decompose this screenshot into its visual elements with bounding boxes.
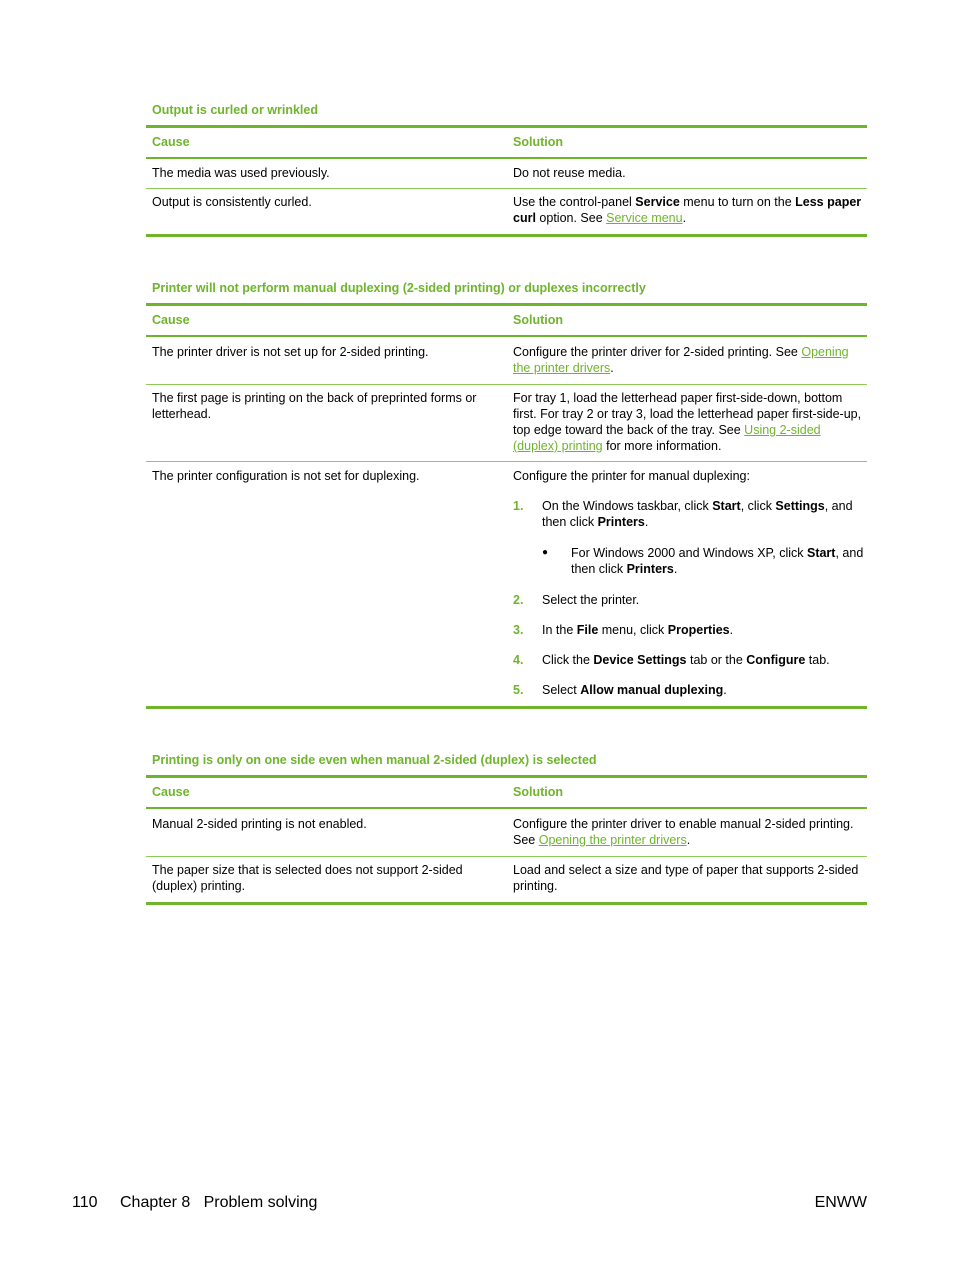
text: menu to turn on the <box>679 195 796 209</box>
solution-cell: Load and select a size and type of paper that supports 2-sided printing. <box>513 863 859 893</box>
step-number: 5. <box>513 683 524 697</box>
row-divider <box>146 461 867 462</box>
step-text <box>542 652 866 668</box>
cause-cell: The first page is printing on the back of preprinted forms or letterhead. <box>152 391 477 421</box>
cause-cell: The paper size that is selected does not support 2-sided (duplex) printing. <box>152 863 463 893</box>
text: , and then click <box>542 499 853 529</box>
text: . <box>644 515 649 529</box>
cause-cell: The printer configuration is not set for duplexing. <box>152 469 420 483</box>
step-number: 1. <box>513 499 524 513</box>
bullet-icon: ● <box>542 547 549 558</box>
text: Use the control-panel <box>513 195 636 209</box>
section-curled-output <box>146 102 867 242</box>
page-number: 110 <box>72 1194 98 1211</box>
table-top-rule <box>146 775 867 778</box>
section-title: Printer will not perform manual duplexing (2-sided printing) or duplexes incorrectly <box>152 281 646 295</box>
header-cause: Cause <box>152 785 190 799</box>
text: Select <box>542 683 581 697</box>
table-top-rule <box>146 125 867 128</box>
solution-cell: Do not reuse media. <box>513 166 626 180</box>
service-menu-link[interactable]: Service menu <box>606 211 683 225</box>
bold-text: Printers <box>626 562 674 576</box>
text: Click the <box>542 653 594 667</box>
opening-printer-drivers-link[interactable]: Opening the printer drivers <box>538 833 687 847</box>
text: tab or the <box>686 653 747 667</box>
bold-text: File <box>576 623 599 637</box>
bold-text: Device Settings <box>593 653 687 667</box>
solution-cell <box>513 390 865 454</box>
bold-text: Start <box>806 546 836 560</box>
cause-cell: Manual 2-sided printing is not enabled. <box>152 817 367 831</box>
cause-cell: The media was used previously. <box>152 166 330 180</box>
solution-cell <box>513 194 865 226</box>
text: . <box>723 683 727 697</box>
bullet-text <box>571 545 866 577</box>
opening-printer-drivers-link[interactable]: Opening the printer drivers <box>513 345 849 375</box>
text: . <box>729 623 734 637</box>
text: For tray 1, load the letterhead paper first-side-down, bottom first. For tray 2 or tray 3, load the letterhead paper first-side-up, top edge toward the back of the tray. See <box>513 391 862 437</box>
header-rule <box>146 335 867 337</box>
bold-text: Allow manual duplexing <box>580 683 724 697</box>
header-cause: Cause <box>152 313 190 327</box>
text: option. See <box>535 211 607 225</box>
solution-intro: Configure the printer for manual duplexing: <box>513 469 750 483</box>
bold-text: Properties <box>667 623 730 637</box>
text: for more information. <box>602 439 722 453</box>
row-divider <box>146 384 867 385</box>
header-rule <box>146 807 867 809</box>
table-bottom-rule <box>146 234 867 237</box>
text: . <box>673 562 678 576</box>
text: tab. <box>805 653 830 667</box>
step-text: Select the printer. <box>542 593 640 607</box>
section-manual-duplexing <box>146 280 867 715</box>
using-duplex-printing-link[interactable]: Using 2-sided (duplex) printing <box>513 423 821 453</box>
step-number: 3. <box>513 623 524 637</box>
footer-enww: ENWW <box>814 1194 867 1211</box>
text: Configure the printer driver for 2-sided printing. See <box>513 345 802 359</box>
header-rule <box>146 157 867 159</box>
text: In the <box>542 623 577 637</box>
solution-cell <box>513 344 865 376</box>
row-divider <box>146 188 867 189</box>
text: On the Windows taskbar, click <box>542 499 713 513</box>
header-solution: Solution <box>513 785 563 799</box>
text: , and then click <box>571 546 864 576</box>
section-one-side-printing <box>146 752 867 912</box>
bold-text: Service <box>635 195 680 209</box>
chapter-title: Chapter 8 Problem solving <box>120 1194 318 1211</box>
step-text <box>542 622 866 638</box>
section-title: Output is curled or wrinkled <box>152 103 318 117</box>
text: . <box>682 211 687 225</box>
header-solution: Solution <box>513 135 563 149</box>
step-text <box>542 682 866 698</box>
header-cause: Cause <box>152 135 190 149</box>
bold-text: Less paper curl <box>513 195 862 225</box>
text: Configure the printer driver to enable manual 2-sided printing. See <box>513 817 854 847</box>
text: menu, click <box>598 623 668 637</box>
step-number: 4. <box>513 653 524 667</box>
table-bottom-rule <box>146 902 867 905</box>
text: . <box>610 361 614 375</box>
header-solution: Solution <box>513 313 563 327</box>
step-number: 2. <box>513 593 524 607</box>
cause-cell: The printer driver is not set up for 2-sided printing. <box>152 345 429 359</box>
bold-text: Configure <box>746 653 806 667</box>
table-bottom-rule <box>146 706 867 709</box>
bold-text: Settings <box>775 499 825 513</box>
cause-cell: Output is consistently curled. <box>152 195 312 209</box>
text: For Windows 2000 and Windows XP, click <box>571 546 807 560</box>
table-top-rule <box>146 303 867 306</box>
text: , click <box>740 499 776 513</box>
step-text <box>542 498 866 530</box>
text: . <box>686 833 691 847</box>
bold-text: Start <box>712 499 741 513</box>
bold-text: Printers <box>597 515 645 529</box>
solution-cell <box>513 816 865 848</box>
row-divider <box>146 856 867 857</box>
section-title: Printing is only on one side even when manual 2-sided (duplex) is selected <box>152 753 597 767</box>
